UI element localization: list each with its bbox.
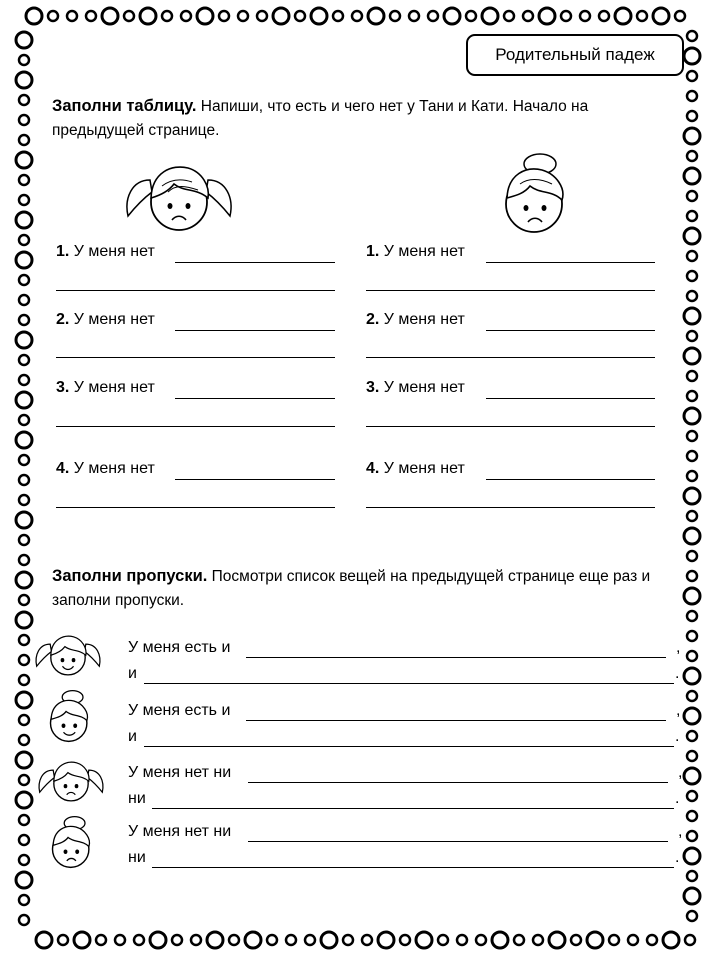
border-circle [628,935,638,945]
border-circle [687,391,697,401]
border-circle [19,595,29,605]
border-circle [150,932,166,948]
answer-line[interactable] [246,720,666,721]
border-circle [197,8,213,24]
border-circle [16,72,32,88]
border-circle [687,651,697,661]
border-circle [245,932,261,948]
border-circle [19,635,29,645]
border-circle [476,935,486,945]
border-circle [533,935,543,945]
border-circle [19,715,29,725]
border-circle [16,752,32,768]
answer-line[interactable] [175,398,335,399]
border-circle [19,115,29,125]
border-circle [684,848,700,864]
table-right-row-4: 4. У меня нет [366,460,465,477]
border-circle [687,871,697,881]
answer-line[interactable] [366,507,655,508]
border-circle [333,11,343,21]
border-circle [504,11,514,21]
girl-pigtails-happy-icon [33,630,103,678]
border-circle [492,932,508,948]
border-circle [663,932,679,948]
period: . [675,790,680,807]
fill-row-prefix: У меня есть и [128,702,231,719]
task2-text: Посмотри список вещей на предыдущей странице еще раз и заполни пропуски. [52,568,651,609]
border-circle [102,8,118,24]
border-circle [207,932,223,948]
border-circle [684,168,700,184]
answer-line[interactable] [56,290,335,291]
answer-line[interactable] [56,426,335,427]
border-circle [637,11,647,21]
border-circle [19,675,29,685]
border-circle [115,935,125,945]
task2-instructions [52,564,652,613]
answer-line[interactable] [486,479,655,480]
border-circle [466,11,476,21]
border-circle [684,228,700,244]
border-circle [96,935,106,945]
border-circle [687,731,697,741]
fill-row-prefix: ни [128,790,146,807]
border-circle [19,555,29,565]
border-circle [687,551,697,561]
answer-line[interactable] [144,683,674,684]
answer-line[interactable] [56,507,335,508]
border-circle [19,775,29,785]
border-circle [438,935,448,945]
border-circle [19,195,29,205]
border-circle [609,935,619,945]
border-circle [390,11,400,21]
border-circle [321,932,337,948]
answer-line[interactable] [366,426,655,427]
border-circle [19,295,29,305]
border-circle [295,11,305,21]
border-circle [352,11,362,21]
answer-line[interactable] [486,330,655,331]
border-circle [19,855,29,865]
border-circle [19,735,29,745]
answer-line[interactable] [366,290,655,291]
border-circle [687,471,697,481]
border-circle [580,11,590,21]
border-circle [134,935,144,945]
period: . [675,665,680,682]
border-circle [684,348,700,364]
fill-row-prefix: и [128,728,137,745]
border-circle [19,55,29,65]
task1-heading: Заполни таблицу. [52,97,197,115]
border-circle [19,655,29,665]
border-circle [687,511,697,521]
border-circle [687,751,697,761]
table-right-row-1: 1. У меня нет [366,243,465,260]
task1-text: Напиши, что есть и чего нет у Тани и Кати. Начало на предыдущей странице. [52,98,589,139]
border-circle [16,332,32,348]
border-circle [687,31,697,41]
border-circle [19,495,29,505]
border-circle [599,11,609,21]
fill-row-prefix: У меня нет ни [128,823,232,840]
border-circle [687,791,697,801]
border-circle [687,151,697,161]
border-circle [615,8,631,24]
table-right-row-3: 3. У меня нет [366,379,465,396]
task1-instructions [52,94,652,143]
border-circle [19,455,29,465]
border-circle [684,668,700,684]
border-circle [362,935,372,945]
border-circle [687,451,697,461]
border-circle [19,235,29,245]
border-circle [16,612,32,628]
girl-bun-happy-icon [44,688,96,744]
border-circle [523,11,533,21]
border-circle [343,935,353,945]
comma: , [678,764,683,781]
border-circle [19,815,29,825]
border-circle [684,708,700,724]
border-circle [311,8,327,24]
border-circle [457,935,467,945]
border-circle [653,8,669,24]
border-circle [482,8,498,24]
border-circle [16,252,32,268]
border-circle [687,371,697,381]
comma: , [676,702,681,719]
border-circle [687,611,697,621]
border-circle [687,291,697,301]
fill-row-prefix: ни [128,849,146,866]
border-circle [687,211,697,221]
border-circle [687,811,697,821]
border-circle [238,11,248,21]
border-circle [16,392,32,408]
comma: , [678,823,683,840]
border-circle [687,911,697,921]
border-circle [687,271,697,281]
border-circle [687,191,697,201]
border-circle [684,308,700,324]
border-circle [687,431,697,441]
border-circle [571,935,581,945]
fill-row-prefix: У меня нет ни [128,764,232,781]
page-title: Родительный падеж [466,34,684,76]
border-circle [368,8,384,24]
border-circle [19,95,29,105]
answer-line[interactable] [486,262,655,263]
border-circle [257,11,267,21]
border-circle [684,768,700,784]
period: . [675,728,680,745]
border-circle [48,11,58,21]
answer-line[interactable] [248,782,668,783]
border-circle [19,475,29,485]
border-circle [273,8,289,24]
border-circle [687,631,697,641]
border-circle [684,528,700,544]
border-circle [687,691,697,701]
girl-pigtails-sad-icon [122,158,236,234]
border-circle [219,11,229,21]
border-circle [687,251,697,261]
border-circle [19,835,29,845]
border-circle [444,8,460,24]
border-circle [684,408,700,424]
answer-line[interactable] [175,262,335,263]
border-circle [229,935,239,945]
border-circle [561,11,571,21]
border-circle [16,572,32,588]
border-circle [539,8,555,24]
border-circle [16,872,32,888]
border-circle [378,932,394,948]
border-circle [172,935,182,945]
border-circle [67,11,77,21]
border-circle [16,512,32,528]
border-circle [16,212,32,228]
border-circle [687,831,697,841]
border-circle [305,935,315,945]
border-circle [191,935,201,945]
border-circle [684,888,700,904]
border-circle [687,91,697,101]
fill-row-prefix: У меня есть и [128,639,231,656]
border-circle [684,48,700,64]
task2-heading: Заполни пропуски. [52,567,208,585]
border-circle [647,935,657,945]
border-circle [16,432,32,448]
border-circle [16,692,32,708]
border-circle [19,135,29,145]
border-circle [74,932,90,948]
answer-line[interactable] [366,357,655,358]
answer-line[interactable] [248,841,668,842]
border-circle [687,571,697,581]
border-circle [267,935,277,945]
answer-line[interactable] [175,330,335,331]
border-circle [684,488,700,504]
answer-line[interactable] [152,867,674,868]
border-circle [19,915,29,925]
border-circle [124,11,134,21]
girl-bun-sad-icon [46,814,98,870]
border-circle [26,8,42,24]
girl-pigtails-sad-icon [36,756,106,804]
border-circle [587,932,603,948]
border-circle [409,11,419,21]
border-circle [19,275,29,285]
border-circle [16,152,32,168]
answer-line[interactable] [486,398,655,399]
border-circle [140,8,156,24]
border-circle [687,71,697,81]
border-circle [58,935,68,945]
table-left-row-3: 3. У меня нет [56,379,155,396]
border-circle [675,11,685,21]
fill-row-prefix: и [128,665,137,682]
period: . [675,849,680,866]
border-circle [36,932,52,948]
border-circle [19,895,29,905]
border-circle [428,11,438,21]
border-circle [19,375,29,385]
border-circle [514,935,524,945]
border-circle [687,331,697,341]
border-circle [684,588,700,604]
border-circle [400,935,410,945]
answer-line[interactable] [56,357,335,358]
border-circle [16,792,32,808]
table-left-row-2: 2. У меня нет [56,311,155,328]
border-circle [16,32,32,48]
border-circle [687,111,697,121]
border-circle [685,935,695,945]
comma: , [676,639,681,656]
answer-line[interactable] [175,479,335,480]
border-circle [162,11,172,21]
border-circle [684,128,700,144]
answer-line[interactable] [152,808,674,809]
answer-line[interactable] [144,746,674,747]
border-circle [19,315,29,325]
border-circle [19,415,29,425]
table-left-row-1: 1. У меня нет [56,243,155,260]
border-circle [86,11,96,21]
table-left-row-4: 4. У меня нет [56,460,155,477]
girl-bun-sad-icon [496,150,576,236]
table-right-row-2: 2. У меня нет [366,311,465,328]
answer-line[interactable] [246,657,666,658]
border-circle [19,535,29,545]
border-circle [286,935,296,945]
border-circle [19,175,29,185]
border-circle [19,355,29,365]
border-circle [416,932,432,948]
border-circle [181,11,191,21]
border-circle [549,932,565,948]
